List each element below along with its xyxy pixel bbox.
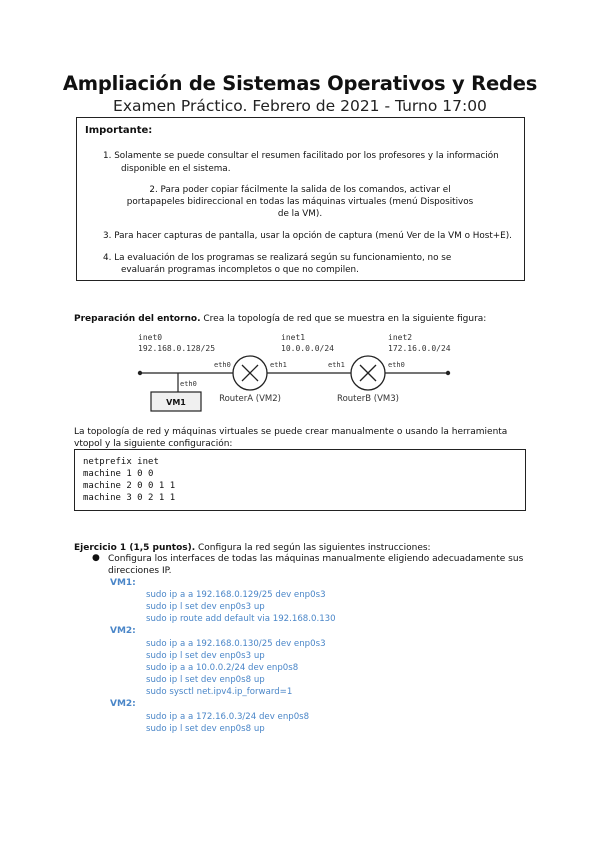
- bullet-line-2: direcciones IP.: [108, 565, 172, 576]
- notice-item-3: 3. Para hacer capturas de pantalla, usar la opción de captura (menú Ver de la VM o Host+E).: [103, 231, 512, 241]
- command-line: sudo ip a a 172.16.0.3/24 dev enp0s8: [146, 712, 310, 722]
- command-line: sudo sysctl net.ipv4.ip_forward=1: [146, 687, 293, 697]
- inet0-name: inet0: [138, 333, 163, 342]
- inet1-name: inet1: [281, 333, 306, 342]
- command-line: sudo ip a a 192.168.0.130/25 dev enp0s3: [146, 639, 326, 649]
- inet2-name: inet2: [388, 333, 413, 342]
- network-topology-diagram: [120, 330, 460, 415]
- page-title: Ampliación de Sistemas Operativos y Redes: [62, 72, 538, 95]
- config-line: machine 2 0 0 1 1: [83, 481, 176, 491]
- notice-heading: Importante:: [85, 125, 153, 136]
- notice-box: [76, 117, 525, 281]
- exercise-1-intro: Configura la red según las siguientes instrucciones:: [195, 543, 431, 553]
- notice-item-4-line-1: 4. La evaluación de los programas se realizará según su funcionamiento, no se: [103, 253, 452, 263]
- config-line: machine 1 0 0: [83, 469, 154, 479]
- config-line: netprefix inet: [83, 457, 159, 467]
- command-line: sudo ip a a 10.0.0.2/24 dev enp0s8: [146, 663, 299, 673]
- router-a-eth1-label: eth1: [270, 361, 287, 369]
- topology-tool-paragraph: [74, 427, 534, 450]
- vtopol-config-block: [74, 449, 526, 511]
- bullet-icon: ●: [92, 553, 100, 563]
- topology-tool-line-1: La topología de red y máquinas virtuales se puede crear manualmente o usando la herramienta: [74, 427, 508, 437]
- vm2-section-label: VM2:: [110, 626, 136, 636]
- notice-item-1-line-2: disponible en el sistema.: [121, 164, 231, 174]
- inet1-address: 10.0.0.0/24: [281, 344, 334, 353]
- exercise-1-bullet: [108, 554, 533, 577]
- notice-item-2-line-2: portapapeles bidireccional en todas las máquinas virtuales (menú Dispositivos: [126, 197, 474, 207]
- notice-item-2-line-3: de la VM).: [277, 209, 323, 219]
- router-b-label: RouterB (VM3): [337, 394, 399, 404]
- command-line: sudo ip l set dev enp0s3 up: [146, 651, 265, 661]
- prep-heading: Preparación del entorno.: [74, 314, 201, 324]
- command-line: sudo ip l set dev enp0s8 up: [146, 675, 265, 685]
- vm3-section-label: VM2:: [110, 699, 136, 709]
- notice-item-1-line-1: 1. Solamente se puede consultar el resumen facilitado por los profesores y la información: [103, 151, 499, 161]
- inet2-address: 172.16.0.0/24: [388, 344, 451, 353]
- router-a-eth0-label: eth0: [214, 361, 231, 369]
- prep-paragraph: [74, 314, 486, 324]
- notice-item-4-line-2: evaluarán programas incompletos o que no compilen.: [121, 265, 359, 275]
- bullet-line-1: Configura los interfaces de todas las máquinas manualmente eligiendo adecuadamente sus: [108, 554, 524, 564]
- vm1-iface-label: eth0: [180, 380, 197, 388]
- notice-item-2-line-1: 2. Para poder copiar fácilmente la salida de los comandos, activar el: [149, 185, 451, 195]
- vm1-label: VM1: [166, 398, 186, 407]
- router-a-label: RouterA (VM2): [219, 394, 281, 404]
- router-b-eth1-label: eth1: [328, 361, 345, 369]
- topology-tool-line-2: vtopol y la siguiente configuración:: [74, 438, 233, 449]
- page-subtitle: Examen Práctico. Febrero de 2021 - Turno 17:00: [113, 97, 487, 115]
- inet0-address: 192.168.0.128/25: [138, 344, 216, 353]
- command-line: sudo ip l set dev enp0s3 up: [146, 602, 265, 612]
- exercise-1-heading-line: [74, 543, 431, 553]
- command-line: sudo ip a a 192.168.0.129/25 dev enp0s3: [146, 590, 326, 600]
- router-b-eth0-label: eth0: [388, 361, 405, 369]
- network-line-start-dot: [138, 371, 142, 375]
- vm1-section-label: VM1:: [110, 578, 136, 588]
- network-line-end-dot: [446, 371, 450, 375]
- config-line: machine 3 0 2 1 1: [83, 493, 176, 503]
- command-line: sudo ip l set dev enp0s8 up: [146, 724, 265, 734]
- prep-text: Crea la topología de red que se muestra en la siguiente figura:: [200, 314, 487, 324]
- exercise-1-title: Ejercicio 1 (1,5 puntos).: [74, 543, 196, 553]
- command-line: sudo ip route add default via 192.168.0.130: [146, 614, 336, 624]
